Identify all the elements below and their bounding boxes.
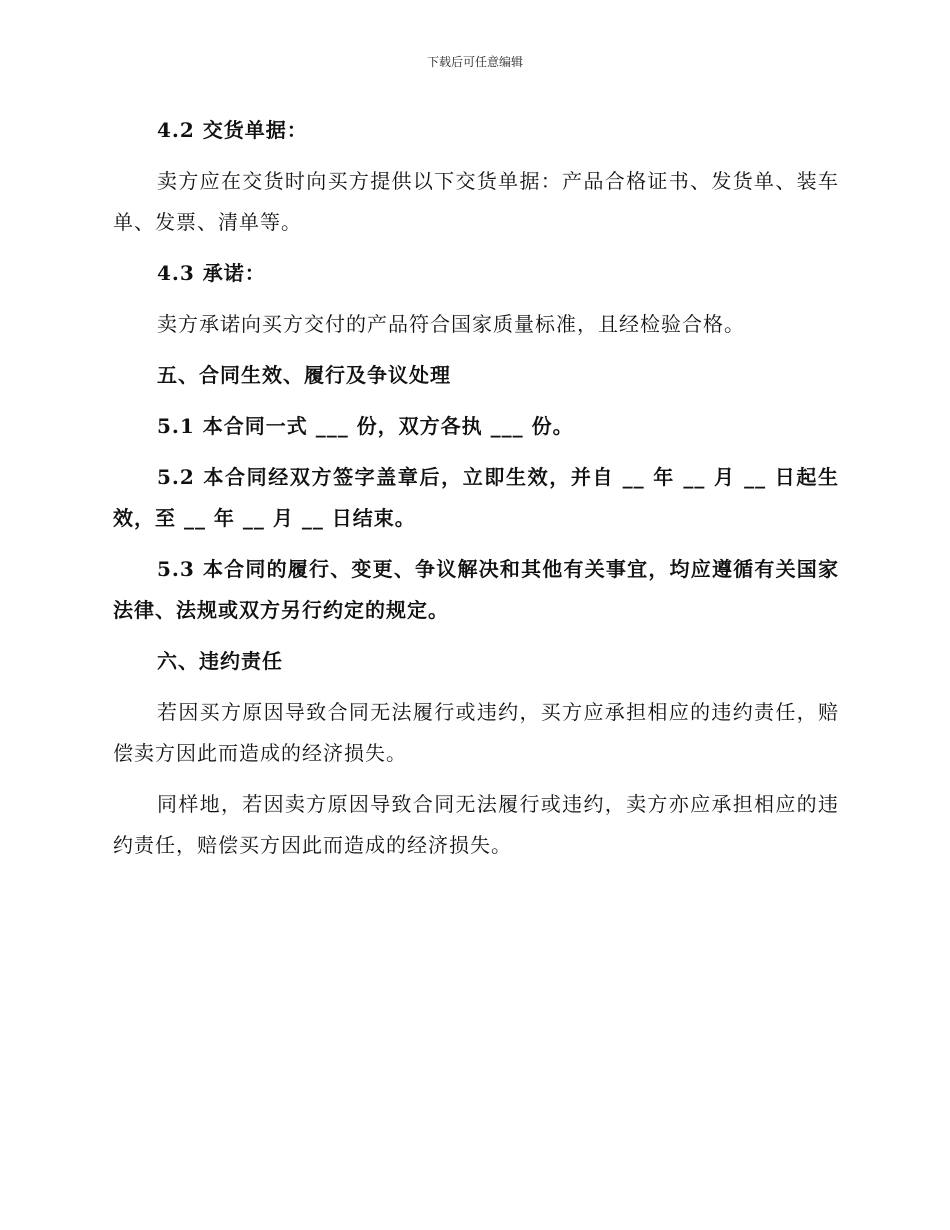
paragraph-commitment: 卖方承诺向买方交付的产品符合国家质量标准，且经检验合格。 [157, 312, 745, 336]
clause-5-1: 5.1 本合同一式 ___ 份，双方各执 ___ 份。 [157, 414, 574, 438]
paragraph-seller-breach: 同样地，若因卖方原因导致合同无法履行或违约，卖方亦应承担相应的违约责任，赔偿买方因此而造成的经济损失。 [113, 792, 839, 857]
section-heading-5: 五、合同生效、履行及争议处理 [157, 363, 451, 387]
page-header: 下载后可任意编辑 [426, 55, 523, 69]
section-heading-4-2: 4.2 交货单据： [157, 118, 308, 142]
clause-5-3: 5.3 本合同的履行、变更、争议解决和其他有关事宜，均应遵循有关国家法律、法规或双方另行约定的规定。 [113, 557, 839, 622]
clause-5-2: 5.2 本合同经双方签字盖章后，立即生效，并自 __ 年 __ 月 __ 日起生效，至 __ 年 __ 月 __ 日结束。 [113, 465, 839, 530]
section-heading-6: 六、违约责任 [157, 649, 283, 673]
paragraph-buyer-breach: 若因买方原因导致合同无法履行或违约，买方应承担相应的违约责任，赔偿卖方因此而造成的经济损失。 [113, 700, 839, 765]
paragraph-delivery-documents: 卖方应在交货时向买方提供以下交货单据：产品合格证书、发货单、装车单、发票、清单等。 [113, 169, 839, 234]
document-body [113, 110, 839, 876]
section-heading-4-3: 4.3 承诺： [157, 261, 266, 285]
